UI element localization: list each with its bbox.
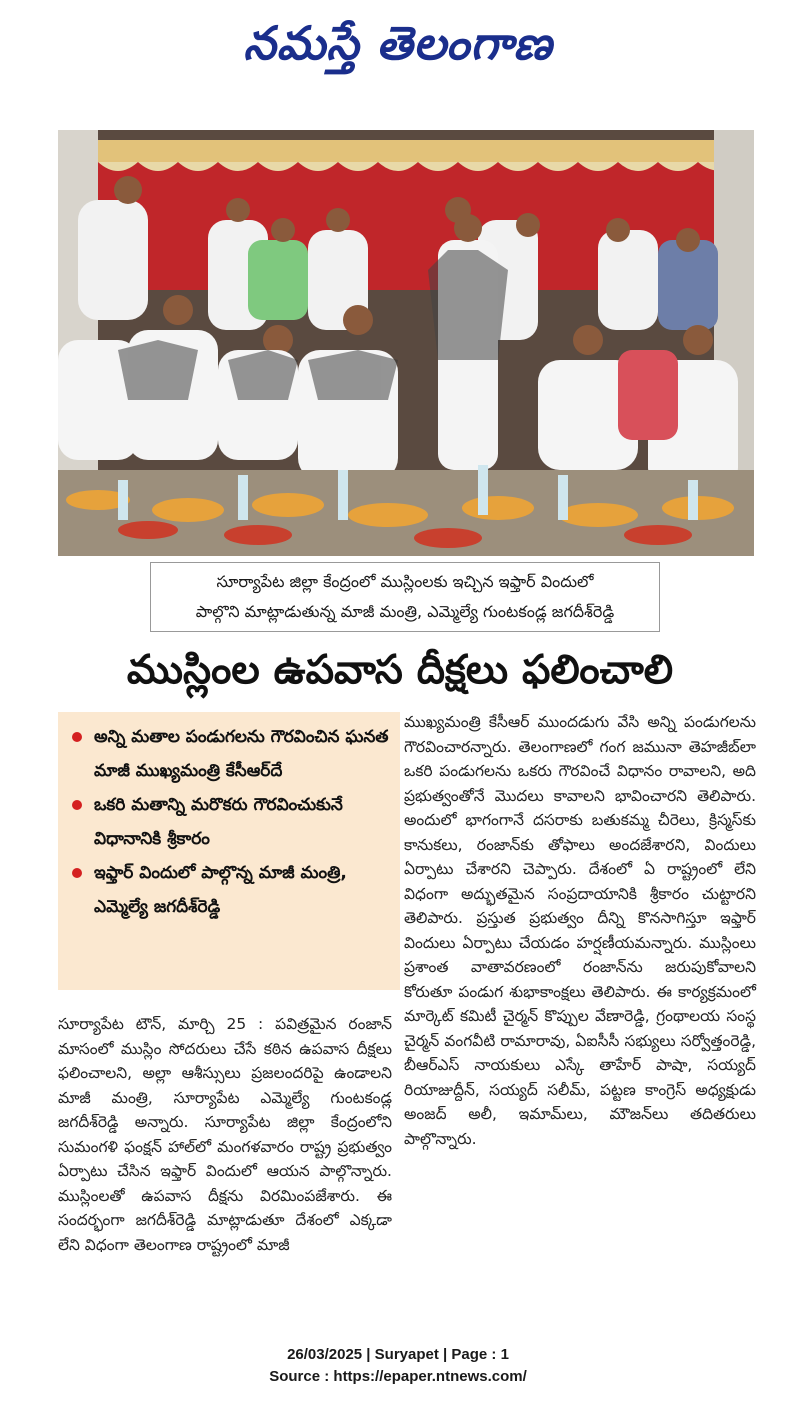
newspaper-title: నమస్తే తెలంగాణ bbox=[243, 16, 553, 70]
source-link: Source : https://epaper.ntnews.com/ bbox=[269, 1368, 527, 1385]
highlight-item bbox=[68, 856, 390, 924]
highlight-text: ఒకరి మతాన్ని మరొకరు గౌరవించుకునే విధానానికి శ్రీకారం bbox=[94, 795, 343, 849]
highlight-item bbox=[68, 720, 390, 788]
article-headline: ముస్లింల ఉపవాస దీక్షలు ఫలించాలి bbox=[126, 647, 674, 693]
news-photo bbox=[58, 130, 754, 556]
highlight-text: అన్ని మతాల పండుగలను గౌరవించిన ఘనత మాజీ ముఖ్యమంత్రి కేసీఆర్‌దే bbox=[94, 727, 389, 781]
bullet-icon bbox=[72, 868, 82, 878]
caption-line-1: సూర్యాపేట జిల్లా కేంద్రంలో ముస్లింలకు ఇచ్చిన ఇఫ్తార్ విందులో bbox=[216, 572, 594, 591]
edition-info: 26/03/2025 | Suryapet | Page : 1 bbox=[287, 1346, 509, 1363]
bullet-icon bbox=[72, 732, 82, 742]
photo-caption bbox=[150, 562, 660, 632]
highlight-item bbox=[68, 788, 390, 856]
highlight-text: ఇఫ్తార్ విందులో పాల్గొన్న మాజీ మంత్రి, ఎమ్మెల్యే జగదీశ్‌రెడ్డి bbox=[94, 863, 347, 917]
bullet-icon bbox=[72, 800, 82, 810]
masthead bbox=[0, 6, 796, 80]
article-body-right: ముఖ్యమంత్రి కేసీఆర్ ముందడుగు వేసి అన్ని పండుగలను గౌరవించారన్నారు. తెలంగాణలో గంగ జమునా తెహజీబ్‌లా ఒకరి పండుగలను ఒకరు గౌరవించే విధానం రావాలని, అది ప్రభుత్వంతోనే మొదలు కావాలని భావించారని తెలిపారు. అందులో భాగంగానే దసరాకు బతుకమ్మ చీరెలు, క్రిస్మస్‌కు కానుకలు, రంజాన్‌కు తోఫాలు అందజేశారని, విందులు ఏర్పాటు చేశారని చెప్పారు. దేశంలో ఏ రాష్ట్రంలో లేని విధంగా అద్భుతమైన సంప్రదాయానికి శ్రీకారం చుట్టారని తెలిపారు. ప్రస్తుత ప్రభుత్వం దీన్ని కొనసాగిస్తూ ఇఫ్తార్ విందులు ఏర్పాటు చేయడం హర్షణీయమన్నారు. ముస్లింలు ప్రశాంత వాతావరణంలో రంజాన్‌ను జరుపుకోవాలని కోరుతూ పండుగ శుభాకాంక్షలు తెలిపారు. ఈ కార్యక్రమంలో మార్కెట్ కమిటీ చైర్మన్ కొప్పుల వేణారెడ్డి, గ్రంథాలయ సంస్థ చైర్మన్ వంగవీటి రామారావు, ఏఐసీసీ సభ్యులు సర్వోత్తంరెడ్డి, బీఆర్‌ఎస్ నాయకులు ఎస్కే తాహేర్ పాషా, సయ్యద్ రియాజుద్దీన్, సయ్యద్ సలీమ్, పట్టణ కాంగ్రెస్ అధ్యక్షుడు అంజద్ అలీ, ఇమామ్‌లు, మౌజన్‌లు తదితరులు పాల్గొన్నారు. bbox=[404, 713, 756, 1148]
page-footer bbox=[0, 1344, 796, 1388]
highlights-box bbox=[58, 712, 400, 990]
article-body-left: సూర్యాపేట టౌన్, మార్చి 25 : పవిత్రమైన రంజాన్ మాసంలో ముస్లిం సోదరులు చేసే కఠిన ఉపవాస దీక్షలు ఫలించాలని, అల్లా ఆశీస్సులు ప్రజలందరిపై ఉండాలని మాజీ మంత్రి, సూర్యాపేట ఎమ్మెల్యే గుంటకండ్ల జగదీశ్‌రెడ్డి అన్నారు. సూర్యాపేట జిల్లా కేంద్రంలోని సుమంగళి ఫంక్షన్ హాల్‌లో మంగళవారం రాష్ట్ర ప్రభుత్వం ఏర్పాటు చేసిన ఇఫ్తార్ విందులో ఆయన పాల్గొన్నారు. ముస్లింలతో ఉపవాస దీక్షను విరమింపజేశారు. ఈ సందర్భంగా జగదీశ్‌రెడ్డి మాట్లాడుతూ దేశంలో ఎక్కడా లేని విధంగా తెలంగాణ రాష్ట్రంలో మాజీ bbox=[58, 1015, 392, 1254]
caption-line-2: పాల్గొని మాట్లాడుతున్న మాజీ మంత్రి, ఎమ్మెల్యే గుంటకండ్ల జగదీశ్‌రెడ్డి bbox=[195, 602, 615, 621]
